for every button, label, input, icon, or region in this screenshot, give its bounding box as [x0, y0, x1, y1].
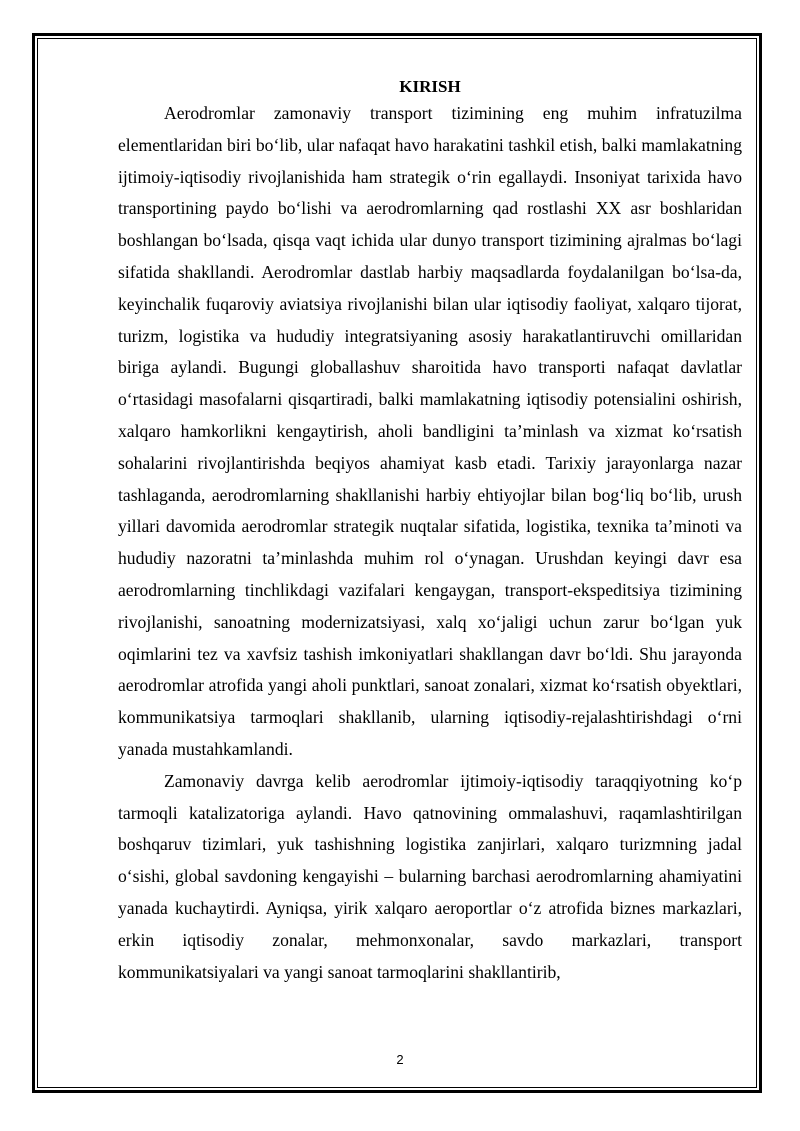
paragraph-1: Aerodromlar zamonaviy transport tizimining eng muhim infratuzilma elementlaridan biri bo‘lib, ular nafaqat havo harakatini tashkil etish, balki mamlakatning ijtimoiy-iqtisodiy rivojlanishida ham strategik o‘rin egallaydi. Insoniyat tarixida havo transportining paydo bo‘lishi va aerodromlarning qad rostlashi XX asr boshlaridan boshlangan bo‘lsada, qisqa vaqt ichida ular dunyo transport tizimining ajralmas bo‘lagi sifatida shakllandi. Aerodromlar dastlab harbiy maqsadlarda foydalanilgan bo‘lsa-da, keyinchalik fuqaroviy aviatsiya rivojlanishi bilan ular iqtisodiy faoliyat, xalqaro tijorat, turizm, logistika va hududiy integratsiyaning asosiy harakatlantiruvchi omillaridan biriga aylandi. Bugungi globallashuv sharoitida havo transporti nafaqat davlatlar o‘rtasidagi masofalarni qisqartiradi, balki mamlakatning iqtisodiy potensialini oshirish, xalqaro hamkorlikni kengaytirish, aholi bandligini ta’minlash va xizmat ko‘rsatish sohalarini rivojlantirishda beqiyos ahamiyat kasb etadi. Tarixiy jarayonlarga nazar tashlaganda, aerodromlarning shakllanishi harbiy ehtiyojlar bilan bog‘liq bo‘lib, urush yillari davomida aerodromlar strategik nuqtalar sifatida, logistika, texnika ta’minoti va hududiy nazoratni ta’minlashda muhim rol o‘ynagan. Urushdan keyingi davr esa aerodromlarning tinchlikdagi vazifalari kengaygan, transport-ekspeditsiya tizimining rivojlanishi, sanoatning modernizatsiyasi, xalq xo‘jaligi uchun zarur bo‘lgan yuk oqimlarini tez va xavfsiz tashish imkoniyatlari shakllangan davr bo‘ldi. Shu jarayonda aerodromlar atrofida yangi aholi punktlari, sanoat zonalari, xizmat ko‘rsatish obyektlari, kommunikatsiya tarmoqlari shakllanib, ularning iqtisodiy-rejalashtirishdagi o‘rni yanada mustahkamlandi.	[118, 103, 742, 759]
paragraph-2: Zamonaviy davrga kelib aerodromlar ijtimoiy-iqtisodiy taraqqiyotning ko‘p tarmoqli katalizatoriga aylandi. Havo qatnovining ommalashuvi, raqamlashtirilgan boshqaruv tizimlari, yuk tashishning logistika zanjirlari, xalqaro turizmning jadal o‘sishi, global savdoning kengayishi – bularning barchasi aerodromlarning ahamiyatini yanada kuchaytirdi. Ayniqsa, yirik xalqaro aeroportlar o‘z atrofida biznes markazlari, erkin iqtisodiy zonalar, mehmonxonalar, savdo markazlari, transport kommunikatsiyalari va yangi sanoat tarmoqlarini shakllantirib,	[118, 770, 742, 982]
document-body	[118, 76, 742, 988]
document-heading: KIRISH	[399, 77, 461, 96]
page-number: 2	[396, 1052, 404, 1067]
